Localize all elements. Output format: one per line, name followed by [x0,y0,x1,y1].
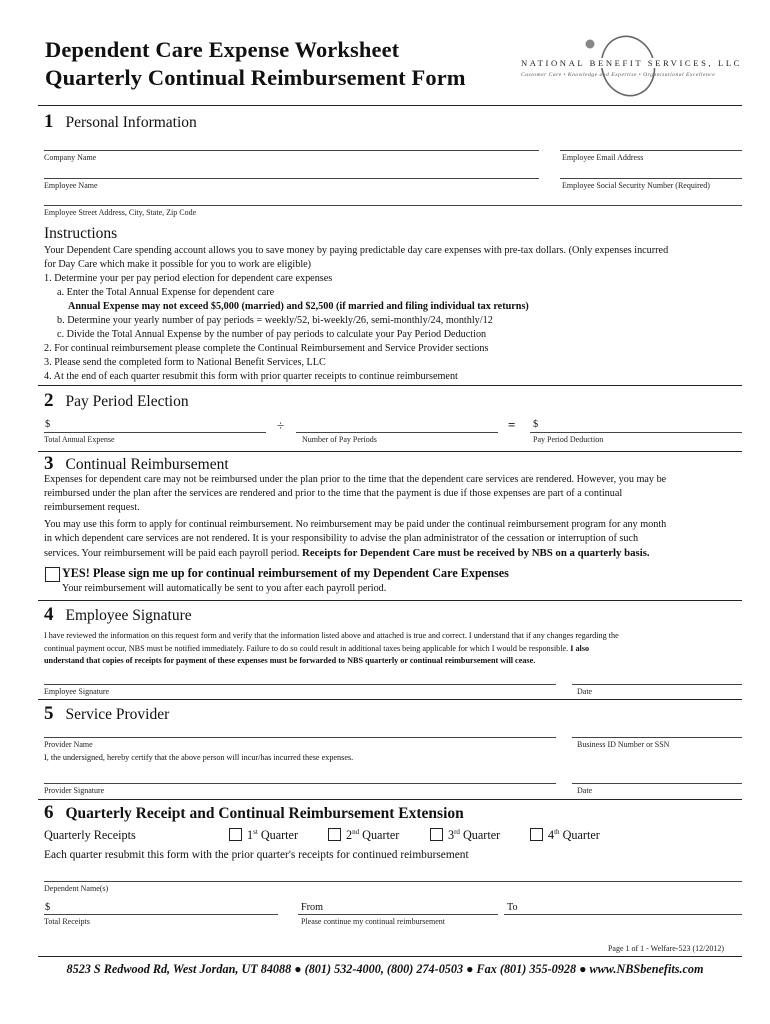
dependent-names-label: Dependent Name(s) [44,884,109,893]
para1-line1: Expenses for dependent care may not be reimbursed under the plan prior to the time that the dependent care services are rendered. However, you may be [44,474,667,485]
employee-certification-text [44,630,749,668]
instructions-step2: 2. For continual reimbursement please complete the Continual Reimbursement and Service Provider sections [44,343,489,354]
total-annual-expense-label: Total Annual Expense [44,435,115,444]
instructions-body [44,244,744,384]
para2-line3-text: services. Your reimbursement will be paid each payroll period. [44,548,300,559]
continual-reimbursement-checkbox[interactable] [45,567,60,582]
q2-label [346,828,399,843]
provider-name-label: Provider Name [44,740,93,749]
deduction-dollar-sign: $ [533,419,539,430]
section3-title: Continual Reimbursement [65,456,229,473]
q2-word: Quarter [362,828,400,843]
instructions-step1: 1. Determine your per pay period election for dependent care expenses [44,273,333,284]
section6-number: 6 [44,802,54,823]
q4-word: Quarter [562,828,600,843]
section3-divider [38,600,742,601]
employee-signature-field[interactable] [44,684,556,685]
footer-divider [38,956,742,957]
logo-tagline: Customer Care • Knowledge and Expertise • Organizational Excellence [521,72,716,78]
instructions-step3: 3. Please send the completed form to National Benefit Services, LLC [44,357,326,368]
q2-checkbox[interactable] [328,828,341,841]
q1-label [247,828,298,843]
divide-sign: ÷ [277,418,285,433]
continual-reimbursement-label: YES! Please sign me up for continual reimbursement of my Dependent Care Expenses [62,566,509,580]
para1-line2: reimbursed under the plan after the services are rendered and prior to the time that the payment is due if those expenses are part of a continual [44,488,623,499]
instructions-step1a: a. Enter the Total Annual Expense for dependent care [57,287,275,298]
section2-title: Pay Period Election [65,393,189,410]
instructions-step1b: b. Determine your yearly number of pay periods = weekly/52, bi-weekly/26, semi-monthly/24, monthly/12 [57,315,493,326]
certification-line1: I have reviewed the information on this request form and verify that the information listed above and attached is true and correct. I understand that if any changes regarding the [44,631,619,640]
instructions-step1c: c. Divide the Total Annual Expense by the number of pay periods to calculate your Pay Period Deduction [57,329,487,340]
section1-title: Personal Information [65,114,197,131]
instructions-intro-line1: Your Dependent Care spending account allows you to save money by paying predictable day care expenses with pre-tax dollars. (Only expenses incurred [44,245,669,256]
para2-line3 [44,546,749,561]
to-label: To [507,902,518,913]
pay-periods-field[interactable] [296,432,498,433]
total-receipts-label: Total Receipts [44,917,90,926]
pay-period-deduction-label: Pay Period Deduction [533,435,604,444]
reimbursement-paragraph-2 [44,518,749,561]
logo-swoosh-icon [516,32,746,104]
section6-title: Quarterly Receipt and Continual Reimbursement Extension [65,805,464,822]
para2-line1: You may use this form to apply for continual reimbursement. No reimbursement may be paid under the continual reimbursement program for any month [44,519,667,530]
address-field[interactable] [44,205,742,206]
to-date-field[interactable] [504,914,742,915]
receipts-quarterly-notice: Receipts for Dependent Care must be received by NBS on a quarterly basis. [302,547,650,559]
section5-number: 5 [44,703,54,724]
q1-checkbox[interactable] [229,828,242,841]
q1-suffix: st [253,828,258,836]
q2-number: 2 [346,828,353,843]
section4-title: Employee Signature [65,607,192,624]
q3-suffix: rd [454,828,460,836]
header-divider [38,105,742,106]
section5-title: Service Provider [65,706,170,723]
company-name-label: Company Name [44,153,97,162]
section2-divider [38,451,742,452]
instructions-divider [38,385,742,386]
instructions-step4: 4. At the end of each quarter resubmit this form with prior quarter receipts to continue reimbursement [44,371,458,382]
section4-number: 4 [44,604,54,625]
total-annual-expense-field[interactable] [44,432,266,433]
quarterly-receipts-label: Quarterly Receipts [44,828,136,842]
logo-company-name: NATIONAL BENEFIT SERVICES, LLC [521,58,743,68]
page-info: Page 1 of 1 - Welfare-523 (12/2012) [607,944,724,953]
certification-line3: understand that copies of receipts for payment of these expenses must be forwarded to NBS quarterly or continual reimbursement will cease. [44,656,536,665]
total-receipts-dollar-sign: $ [45,902,51,913]
business-id-label: Business ID Number or SSN [577,740,670,749]
provider-signature-field[interactable] [44,783,556,784]
employee-date-field[interactable] [572,684,742,685]
section4-heading [44,604,192,626]
certification-line2 [44,643,749,656]
equals-sign: = [508,417,516,432]
para2-line2: in which dependent care services are not rendered. It is your responsibility to advise the plan administrator of the cessation or interruption of such [44,533,639,544]
q1-word: Quarter [260,828,299,843]
certification-line2-bold: I also [570,643,590,653]
dependent-names-field[interactable] [44,881,742,882]
continue-reimbursement-label: Please continue my continual reimbursement [301,917,445,926]
certification-line2-text: continual payment occur, NBS must be notified immediately. Failure to do so could result in additional taxes being applicable for which I would be responsible. [44,643,569,653]
instructions-intro-line2: for Day Care which make it possible for you to work are eligible) [44,259,312,270]
business-id-field[interactable] [572,737,742,738]
employee-name-label: Employee Name [44,181,98,190]
section3-number: 3 [44,453,54,474]
q4-checkbox[interactable] [530,828,543,841]
total-annual-dollar-sign: $ [45,419,51,430]
q2-suffix: nd [352,828,360,836]
section1-number: 1 [44,111,54,132]
employee-date-label: Date [577,687,593,696]
q3-checkbox[interactable] [430,828,443,841]
from-label: From [301,902,324,913]
continual-reimbursement-note: Your reimbursement will automatically be sent to you after each payroll period. [62,583,387,594]
total-receipts-field[interactable] [44,914,278,915]
q4-number: 4 [548,828,555,843]
address-label: Employee Street Address, City, State, Zip Code [44,208,197,217]
employee-name-field[interactable] [44,178,539,179]
q1-number: 1 [247,828,254,843]
employee-signature-label: Employee Signature [44,687,110,696]
q3-number: 3 [448,828,455,843]
q3-label [448,828,500,843]
instructions-title: Instructions [44,225,118,242]
section4-divider [38,699,742,700]
pay-periods-label: Number of Pay Periods [302,435,377,444]
pay-period-deduction-field[interactable] [530,432,742,433]
employee-email-label: Employee Email Address [562,153,644,162]
q4-suffix: th [554,828,560,836]
provider-date-label: Date [577,786,593,795]
provider-date-field[interactable] [572,783,742,784]
resubmit-instruction: Each quarter resubmit this form with the prior quarter's receipts for continued reimbursement [44,849,469,861]
section2-number: 2 [44,390,54,411]
ssn-label: Employee Social Security Number (Required) [562,181,710,190]
from-date-field[interactable] [298,914,498,915]
company-logo [516,32,746,104]
reimbursement-paragraph-1 [44,473,749,515]
footer-contact: 8523 S Redwood Rd, West Jordan, UT 84088 ● (801) 532-4000, (800) 274-0503 ● Fax (801) 355-0928 ● www.NBSbenefits.com [66,962,704,976]
para1-line3: reimbursement request. [44,502,140,513]
company-name-field[interactable] [44,150,539,151]
ssn-field[interactable] [560,178,742,179]
section5-heading [44,703,169,725]
instructions-annual-limit: Annual Expense may not exceed $5,000 (married) and $2,500 (if married and filing individual tax returns) [68,301,529,312]
provider-signature-label: Provider Signature [44,786,105,795]
section3-heading [44,453,229,475]
q4-label [548,828,600,843]
q3-word: Quarter [462,828,501,843]
section5-divider [38,799,742,800]
provider-name-field[interactable] [44,737,556,738]
employee-email-field[interactable] [560,150,742,151]
section2-heading [44,390,189,412]
section6-heading [44,802,464,824]
form-title-line1: Dependent Care Expense Worksheet [45,37,400,62]
provider-certify-text: I, the undersigned, hereby certify that the above person will incur/has incurred these expenses. [44,753,354,762]
form-title-line2: Quarterly Continual Reimbursement Form [45,65,466,90]
section1-heading [44,111,197,133]
